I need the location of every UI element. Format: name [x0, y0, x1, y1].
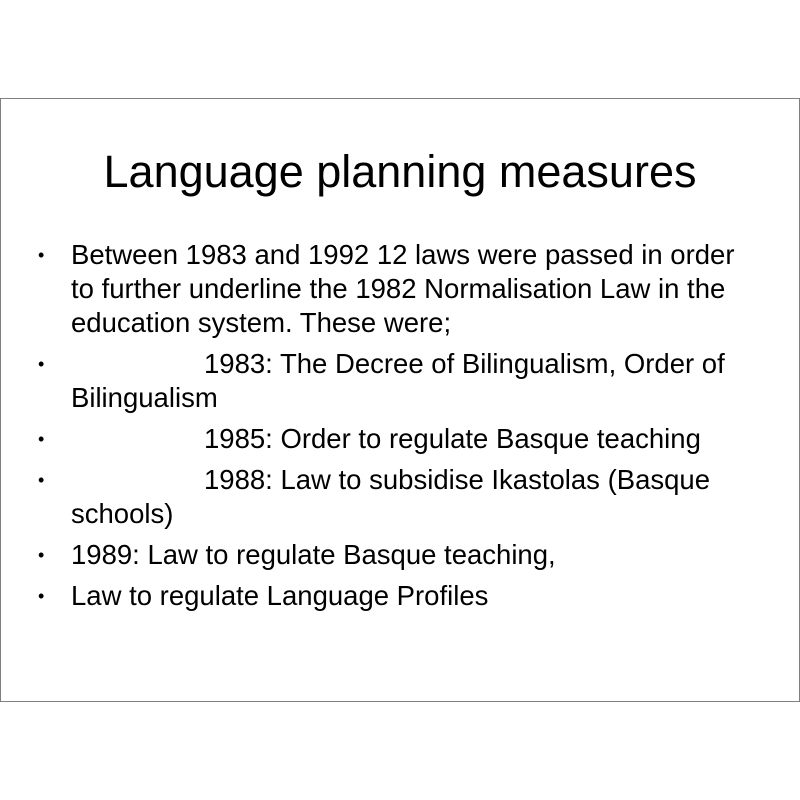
bullet-icon: • [38, 470, 45, 490]
bullet-item [38, 579, 758, 613]
bullet-item [38, 463, 758, 531]
bullet-icon: • [38, 545, 45, 565]
bullet-icon: • [38, 586, 45, 606]
bullet-text: 1983: The Decree of Bilingualism, Order of Bilingualism [71, 348, 725, 413]
slide-title: Language planning measures [103, 146, 697, 197]
bullet-text: 1985: Order to regulate Basque teaching [204, 423, 701, 454]
bullet-text: 1989: Law to regulate Basque teaching, [71, 539, 556, 570]
bullet-text: Law to regulate Language Profiles [71, 580, 489, 611]
bullet-text: Between 1983 and 1992 12 laws were passed in order to further underline the 1982 Normalisation Law in the education system. These were; [71, 239, 735, 338]
bullet-icon: • [38, 245, 45, 265]
bullet-text: 1988: Law to subsidise Ikastolas (Basque schools) [71, 464, 710, 529]
bullet-item [38, 238, 758, 340]
bullet-item [38, 347, 758, 415]
bullet-item [38, 422, 758, 456]
slide [0, 98, 800, 702]
bullet-item [38, 538, 758, 572]
bullet-icon: • [38, 354, 45, 374]
bullet-icon: • [38, 429, 45, 449]
bullet-list [38, 238, 758, 620]
